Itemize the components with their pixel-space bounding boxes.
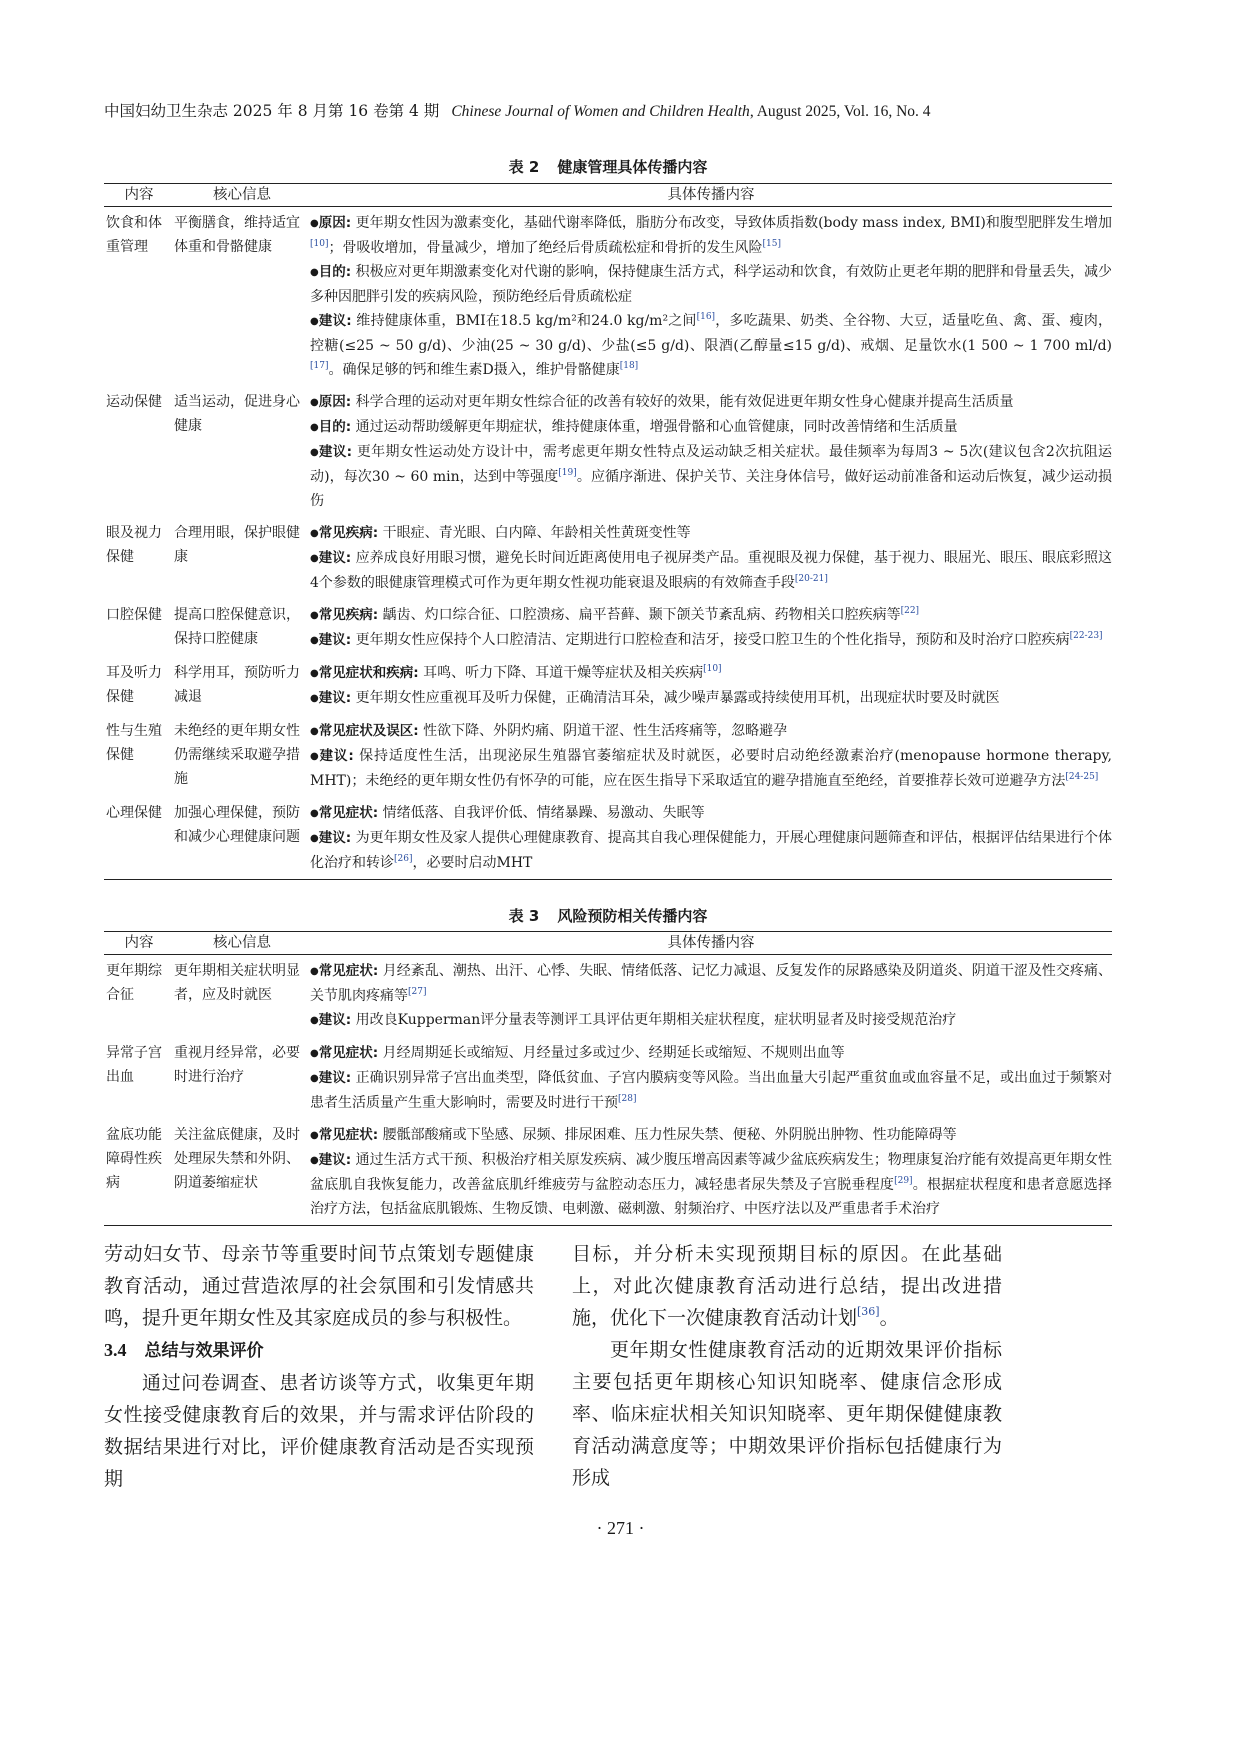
item-text-tail: 。应循序渐进、保护关节、关注身体信号，做好运动前准备和运动后恢复，减少运动损伤 — [310, 469, 1112, 509]
table2-body — [104, 207, 1112, 880]
table-row — [104, 1037, 1112, 1119]
row-content — [310, 386, 1112, 517]
content-item — [310, 390, 1112, 415]
table2-number: 表 2 — [508, 158, 540, 176]
bullet-icon: ● — [310, 833, 319, 844]
bullet-icon: ● — [310, 751, 320, 762]
paragraph-tail: 。 — [879, 1307, 899, 1329]
row-content — [310, 1119, 1112, 1226]
bullet-icon: ● — [310, 610, 319, 621]
journal-issue-en: , August 2025, Vol. 16, No. 4 — [749, 103, 931, 120]
row-core-info: 关注盆底健康，及时处理尿失禁和外阴、阴道萎缩症状 — [174, 1127, 300, 1191]
row-content — [310, 715, 1112, 797]
item-key: 原因: — [318, 394, 352, 410]
row-core-info: 提高口腔保健意识，保持口腔健康 — [174, 607, 300, 647]
bullet-icon: ● — [310, 693, 319, 704]
table-row — [104, 955, 1112, 1038]
item-key: 建议: — [318, 1070, 352, 1086]
section-title: 总结与效果评价 — [144, 1341, 264, 1361]
col-header-category: 内容 — [104, 932, 174, 955]
content-item — [310, 661, 1112, 686]
item-text: 正确识别异常子宫出血类型，降低贫血、子宫内膜病变等风险。当出血量大引起严重贫血或血容量不足，或出血过于频繁对患者生活质量产生重大影响时，需要及时进行干预 — [310, 1070, 1112, 1111]
item-key: 常见疾病: — [318, 525, 379, 541]
col-header-category: 内容 — [104, 184, 174, 207]
bullet-icon: ● — [310, 447, 320, 458]
row-core-info: 未绝经的更年期女性仍需继续采取避孕措施 — [174, 723, 300, 787]
table3-number: 表 3 — [508, 907, 540, 925]
content-item — [310, 744, 1112, 793]
citation: [10] — [703, 664, 722, 674]
row-category: 更年期综合征 — [106, 963, 162, 1003]
bullet-icon: ● — [310, 316, 319, 327]
table-row — [104, 797, 1112, 880]
content-item — [310, 1066, 1112, 1115]
item-text-tail: ，多吃蔬果、奶类、全谷物、大豆，适量吃鱼、禽、蛋、瘦肉，控糖(≤25 ~ 50 g/d)、少油(25 ~ 30 g/d)、少盐(≤5 g/d)、限酒(乙醇量≤15 g/d)、戒烟、足量饮水(1 500 ~ 1 700 ml/d) — [310, 313, 1112, 354]
item-key: 常见症状和疾病: — [318, 665, 419, 681]
row-content — [310, 517, 1112, 599]
row-content — [310, 207, 1112, 387]
bullet-icon: ● — [310, 1048, 319, 1059]
paragraph: 更年期女性健康教育活动的近期效果评价指标主要包括更年期核心知识知晓率、健康信念形成率、临床症状相关知识知晓率、更年期保健健康教育活动满意度等；中期效果评价指标包括健康行为形成 — [572, 1339, 1002, 1489]
content-item — [310, 801, 1112, 826]
table-row — [104, 207, 1112, 387]
row-core-info: 平衡膳食，维持适宜体重和骨骼健康 — [174, 215, 300, 255]
content-item — [310, 211, 1112, 260]
item-text: 情绪低落、自我评价低、情绪暴躁、易激动、失眠等 — [378, 805, 705, 821]
paragraph — [572, 1238, 1002, 1334]
row-content — [310, 1037, 1112, 1119]
table2 — [104, 183, 1112, 880]
item-text: 月经周期延长或缩短、月经量过多或过少、经期延长或缩短、不规则出血等 — [378, 1045, 845, 1061]
content-item — [310, 1041, 1112, 1066]
bullet-icon: ● — [310, 726, 319, 737]
bullet-icon: ● — [310, 1130, 319, 1141]
item-text: 通过运动帮助缓解更年期症状，维持健康体重，增强骨骼和心血管健康，同时改善情绪和生活质量 — [351, 419, 958, 435]
row-category: 盆底功能障碍性疾病 — [106, 1127, 162, 1191]
item-text: 应养成良好用眼习惯，避免长时间近距离使用电子视屏类产品。重视眼及视力保健，基于视力、眼屈光、眼压、眼底彩照这4个参数的眼健康管理模式可作为更年期女性视功能衰退及眼病的有效筛查手段 — [310, 550, 1112, 591]
table2-title: 健康管理具体传播内容 — [557, 158, 708, 176]
item-text-tail: 。确保足够的钙和维生素D摄入，维护骨骼健康 — [328, 362, 620, 378]
citation: [19] — [558, 468, 577, 478]
journal-name-cn: 中国妇幼卫生杂志 2025 年 8 月第 16 卷第 4 期 — [104, 102, 440, 120]
section-number: 3.4 — [104, 1340, 127, 1360]
row-content — [310, 797, 1112, 880]
row-content — [310, 599, 1112, 657]
item-text: 用改良Kupperman评分量表等测评工具评估更年期相关症状程度，症状明显者及时接受规范治疗 — [351, 1012, 957, 1028]
row-category: 眼及视力保健 — [106, 525, 162, 565]
item-key: 常见疾病: — [318, 607, 379, 623]
item-text: 耳鸣、听力下降、耳道干燥等症状及相关疾病 — [418, 665, 704, 681]
col-header-core: 核心信息 — [174, 932, 310, 955]
content-item — [310, 440, 1112, 513]
citation: [29] — [894, 1176, 913, 1186]
content-item — [310, 260, 1112, 309]
item-text: 月经紊乱、潮热、出汗、心悸、失眠、情绪低落、记忆力减退、反复发作的尿路感染及阴道炎、阴道干涩及性交疼痛、关节肌肉疼痛等 — [310, 963, 1112, 1004]
item-text: 更年期女性因为激素变化，基础代谢率降低，脂肪分布改变，导致体质指数(body mass index, BMI)和腹型肥胖发生增加 — [351, 215, 1113, 231]
citation: [27] — [408, 987, 427, 997]
row-core-info: 重视月经异常，必要时进行治疗 — [174, 1045, 300, 1085]
content-item — [310, 1123, 1112, 1148]
item-key: 建议: — [318, 550, 352, 566]
table-row — [104, 386, 1112, 517]
bullet-icon: ● — [310, 1015, 319, 1026]
item-key: 建议: — [318, 830, 352, 846]
bullet-icon: ● — [310, 1073, 319, 1084]
item-text: 更年期女性运动处方设计中，需考虑更年期女性特点及运动缺乏相关症状。最佳频率为每周3 ~ 5次(建议包含2次抗阻运动)，每次30 ~ 60 min，达到中等强度 — [310, 444, 1113, 485]
content-item — [310, 309, 1112, 382]
bullet-icon: ● — [310, 422, 319, 433]
content-item — [310, 1148, 1112, 1221]
table3-title: 风险预防相关传播内容 — [557, 907, 708, 925]
item-text: 更年期女性应重视耳及听力保健，正确清洁耳朵，减少噪声暴露或持续使用耳机，出现症状时要及时就医 — [351, 690, 1000, 706]
row-category: 性与生殖保健 — [106, 723, 162, 763]
table-row — [104, 599, 1112, 657]
item-text: 腰骶部酸痛或下坠感、尿频、排尿困难、压力性尿失禁、便秘、外阴脱出肿物、性功能障碍等 — [378, 1127, 957, 1143]
item-key: 常见症状: — [318, 963, 379, 979]
table3-body — [104, 955, 1112, 1226]
item-key: 常见症状: — [318, 805, 379, 821]
col-header-content: 具体传播内容 — [310, 184, 1112, 207]
paragraph: 劳动妇女节、母亲节等重要时间节点策划专题健康教育活动，通过营造浓厚的社会氛围和引发情感共鸣，提升更年期女性及其家庭成员的参与积极性。 — [104, 1243, 534, 1329]
content-item — [310, 1008, 1112, 1033]
row-category: 耳及听力保健 — [106, 665, 162, 705]
table3-caption — [104, 905, 1112, 926]
item-text: 干眼症、青光眼、白内障、年龄相关性黄斑变性等 — [378, 525, 691, 541]
row-core-info: 科学用耳，预防听力减退 — [174, 665, 300, 705]
table2-caption — [104, 156, 1112, 177]
item-text: 更年期女性应保持个人口腔清洁、定期进行口腔检查和洁牙，接受口腔卫生的个性化指导，预防和及时治疗口腔疾病 — [351, 632, 1070, 648]
page-number: · 271 · — [596, 1518, 645, 1538]
item-text: 保持适度性生活，出现泌尿生殖器官萎缩症状及时就医，必要时启动绝经激素治疗(menopause hormone therapy, MHT)；未绝经的更年期女性仍有怀孕的可能，应在医生指导下采取适宜的避孕措施直至绝经，首要推荐长效可逆避孕方法 — [310, 748, 1113, 789]
citation: [15] — [762, 239, 781, 249]
content-item — [310, 686, 1112, 711]
row-content — [310, 955, 1112, 1038]
bullet-icon: ● — [310, 668, 319, 679]
content-item — [310, 603, 1112, 628]
paragraph-text: 目标，并分析未实现预期目标的原因。在此基础上，对此次健康教育活动进行总结，提出改进措施，优化下一次健康教育活动计划 — [572, 1243, 1002, 1329]
bullet-icon: ● — [310, 966, 319, 977]
bullet-icon: ● — [310, 553, 319, 564]
body-right-column — [572, 1238, 1002, 1494]
row-content — [310, 657, 1112, 715]
item-text: 通过生活方式干预、积极治疗相关原发疾病、减少腹压增高因素等减少盆底疾病发生；物理康复治疗能有效提高更年期女性盆底肌自我恢复能力，改善盆底肌纤维疲劳与盆腔动态压力，减轻患者尿失禁及子宫脱垂程度 — [310, 1152, 1112, 1193]
citation: [24-25] — [1065, 772, 1099, 782]
item-key: 原因: — [318, 215, 352, 231]
row-category: 心理保健 — [106, 805, 162, 821]
citation: [36] — [857, 1305, 880, 1318]
row-core-info: 加强心理保健，预防和减少心理健康问题 — [174, 805, 300, 845]
content-item — [310, 959, 1112, 1008]
content-item — [310, 415, 1112, 440]
content-item — [310, 826, 1112, 875]
content-item — [310, 719, 1112, 744]
bullet-icon: ● — [310, 267, 319, 278]
table-row — [104, 1119, 1112, 1226]
item-text: 积极应对更年期激素变化对代谢的影响，保持健康生活方式，科学运动和饮食，有效防止更老年期的肥胖和骨量丢失，减少多种因肥胖引发的疾病风险，预防绝经后骨质疏松症 — [310, 264, 1112, 305]
item-key: 建议: — [319, 444, 353, 460]
bullet-icon: ● — [310, 218, 319, 229]
item-text-tail: ，必要时启动MHT — [412, 855, 533, 871]
row-category: 口腔保健 — [106, 607, 162, 623]
item-key: 建议: — [318, 1012, 352, 1028]
item-key: 常见症状: — [318, 1045, 379, 1061]
content-item — [310, 628, 1112, 653]
item-text-tail: ；骨吸收增加，骨量减少，增加了绝经后骨质疏松症和骨折的发生风险 — [328, 240, 763, 256]
table3 — [104, 931, 1112, 1226]
bullet-icon: ● — [310, 635, 319, 646]
citation: [18] — [619, 361, 639, 371]
row-category: 运动保健 — [106, 394, 162, 410]
item-key: 常见症状及误区: — [318, 723, 419, 739]
item-key: 建议: — [318, 313, 352, 329]
paragraph: 通过问卷调查、患者访谈等方式，收集更年期女性接受健康教育后的效果，并与需求评估阶段的数据结果进行对比，评价健康教育活动是否实现预期 — [104, 1372, 534, 1490]
bullet-icon: ● — [310, 1155, 319, 1166]
item-key: 目的: — [318, 419, 352, 435]
citation: [28] — [618, 1094, 637, 1104]
table-row — [104, 715, 1112, 797]
item-text: 龋齿、灼口综合征、口腔溃疡、扁平苔藓、颞下颌关节紊乱病、药物相关口腔疾病等 — [378, 607, 901, 623]
item-text: 为更年期女性及家人提供心理健康教育、提高其自我心理保健能力，开展心理健康问题筛查和评估，根据评估结果进行个体化治疗和转诊 — [310, 830, 1112, 871]
bullet-icon: ● — [310, 397, 319, 408]
content-item — [310, 546, 1112, 595]
item-text-tail: 。根据症状程度和患者意愿选择治疗方法，包括盆底肌锻炼、生物反馈、电刺激、磁刺激、射频治疗、中医疗法以及严重患者手术治疗 — [310, 1177, 1113, 1217]
bullet-icon: ● — [310, 528, 319, 539]
col-header-core: 核心信息 — [174, 184, 310, 207]
row-core-info: 更年期相关症状明显者，应及时就医 — [174, 963, 300, 1003]
body-left-column — [104, 1238, 534, 1495]
item-text: 维持健康体重，BMI在18.5 kg/m²和24.0 kg/m²之间 — [351, 313, 697, 329]
citation: [22-23] — [1069, 631, 1103, 641]
bullet-icon: ● — [310, 808, 319, 819]
running-header — [104, 100, 1144, 123]
citation: [10] — [310, 239, 329, 249]
col-header-content: 具体传播内容 — [310, 932, 1112, 955]
table-row — [104, 657, 1112, 715]
row-core-info: 适当运动，促进身心健康 — [174, 394, 300, 434]
item-key: 建议: — [318, 1152, 352, 1168]
table-row — [104, 517, 1112, 599]
citation: [22] — [900, 606, 920, 616]
item-key: 建议: — [319, 748, 354, 764]
row-core-info: 合理用眼，保护眼健康 — [174, 525, 300, 565]
section-heading — [104, 1334, 534, 1367]
citation: [17] — [310, 361, 329, 371]
content-item — [310, 521, 1112, 546]
row-category: 饮食和体重管理 — [106, 215, 162, 255]
item-key: 建议: — [318, 690, 352, 706]
item-text: 科学合理的运动对更年期女性综合征的改善有较好的效果，能有效促进更年期女性身心健康并提高生活质量 — [351, 394, 1014, 410]
journal-name-en: Chinese Journal of Women and Children Health — [451, 103, 750, 120]
item-key: 建议: — [318, 632, 352, 648]
item-key: 常见症状: — [318, 1127, 379, 1143]
citation: [26] — [394, 854, 413, 864]
citation: [20-21] — [794, 574, 828, 584]
citation: [16] — [696, 312, 716, 322]
item-key: 目的: — [318, 264, 352, 280]
row-category: 异常子宫出血 — [106, 1045, 162, 1085]
item-text: 性欲下降、外阴灼痛、阴道干涩、性生活疼痛等，忽略避孕 — [418, 723, 788, 739]
